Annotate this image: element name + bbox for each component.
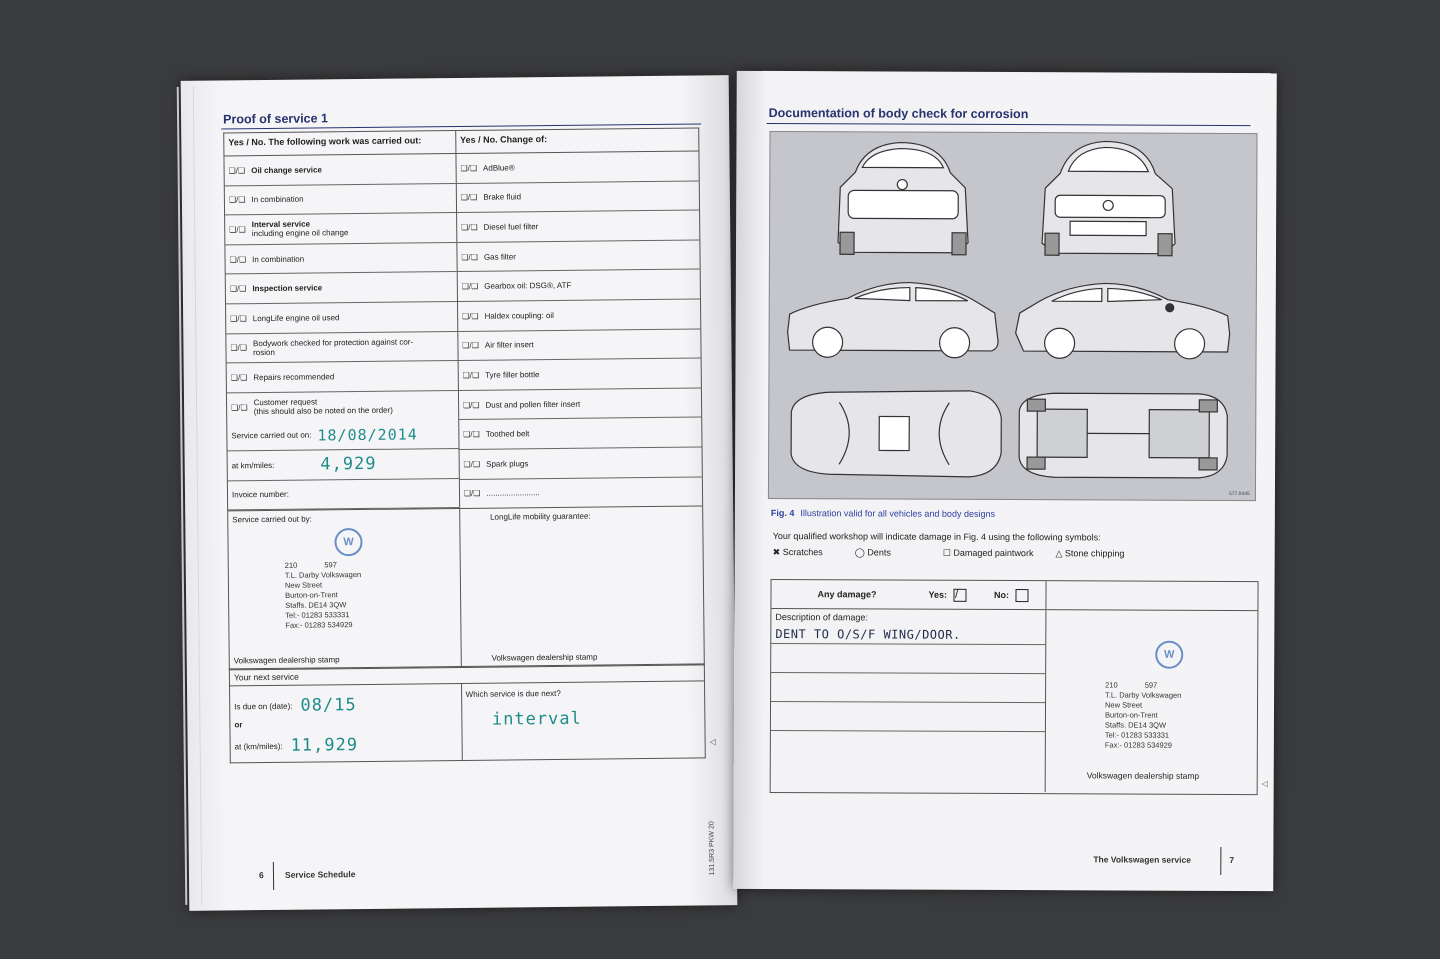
work-item-label: Inspection service xyxy=(252,283,323,294)
change-item-row xyxy=(458,359,700,391)
change-item-row xyxy=(459,418,701,450)
yes-no-checkbox[interactable]: ❑/❑ xyxy=(229,254,247,264)
work-item-row xyxy=(226,272,457,304)
change-item-label: Spark plugs xyxy=(486,459,529,469)
yes-no-checkbox[interactable]: ❑/❑ xyxy=(462,370,480,380)
change-item-label: Gearbox oil: DSG®, ATF xyxy=(484,280,572,291)
longlife-box: LongLife mobility guarantee: Volkswagen dealership stamp xyxy=(460,506,704,668)
right-stamp-box xyxy=(1047,610,1256,793)
stamp-caption: Volkswagen dealership stamp xyxy=(1086,770,1200,781)
body-check-title: Documentation of body check for corrosion xyxy=(768,105,1029,122)
side-code: 131.5R3 PKW 20 xyxy=(708,821,717,876)
symbol-legend xyxy=(773,547,1125,560)
yes-no-checkbox[interactable]: ❑/❑ xyxy=(460,163,478,173)
change-item-row xyxy=(459,447,701,479)
yes-no-checkbox[interactable]: ❑/❑ xyxy=(462,341,479,351)
work-item-row xyxy=(226,332,457,364)
no-label: No: xyxy=(994,589,1010,601)
footer-page-number: 6 xyxy=(258,870,264,881)
vehicle-diagram-svg xyxy=(769,132,1257,500)
fig-caption-row xyxy=(771,508,995,519)
vw-logo-icon: W xyxy=(1155,641,1183,669)
work-item-row xyxy=(225,213,456,245)
yes-no-checkbox[interactable]: ❑/❑ xyxy=(463,459,481,469)
left-page xyxy=(181,75,738,911)
change-item-row xyxy=(457,181,699,213)
work-item-row xyxy=(224,154,455,186)
change-item-row xyxy=(458,329,700,361)
change-item-row xyxy=(457,211,699,243)
stamp-caption: Volkswagen dealership stamp xyxy=(233,655,340,666)
fig-caption: Illustration valid for all vehicles and body designs xyxy=(800,508,996,519)
change-rows xyxy=(456,151,702,508)
description-box xyxy=(771,609,1047,792)
next-service-table xyxy=(229,663,706,763)
change-item-label: Gas filter xyxy=(483,251,516,262)
work-item-label: LongLife engine oil used xyxy=(252,313,340,323)
any-damage-row xyxy=(771,580,1257,611)
car-side-left-icon xyxy=(788,282,999,358)
fig-code: 577.0445 xyxy=(1228,490,1250,498)
work-item-label: Repairs recommended xyxy=(253,372,335,383)
yes-no-checkbox[interactable]: ❑/❑ xyxy=(231,402,248,412)
work-item-row xyxy=(227,391,458,422)
footer-divider xyxy=(273,862,274,890)
symbol-stone-chipping: △ Stone chipping xyxy=(1055,548,1125,559)
work-item-label: Interval service including engine oil change xyxy=(251,220,349,239)
service-date-row: Service carried out on: 18/08/2014 xyxy=(227,419,458,451)
any-damage-label: Any damage? xyxy=(817,589,877,600)
footer-text: The Volkswagen service xyxy=(1093,854,1192,865)
no-checkbox[interactable] xyxy=(1015,589,1028,602)
carried-out-by-box: Service carried out by: W 210 597 T.L. Darby Volkswagen New Street Burton-on-Trent Staffs. DE14 3QW Tel:- 01283 533331 Fax:- 01283 534929 Volkswagen dealership stamp xyxy=(228,508,460,669)
work-item-label: In combination xyxy=(251,195,304,205)
symbol-dents: ◯ Dents xyxy=(854,547,891,558)
yes-no-checkbox[interactable]: ❑/❑ xyxy=(230,373,248,383)
yes-no-checkbox[interactable]: ❑/❑ xyxy=(462,400,480,410)
work-item-row xyxy=(226,302,457,334)
yes-label: Yes: xyxy=(928,589,948,600)
footer-page-number: 7 xyxy=(1229,854,1235,866)
km-value[interactable]: 4,929 xyxy=(320,454,377,475)
symbol-damaged-paintwork: ☐ Damaged paintwork xyxy=(942,547,1034,559)
yes-no-checkbox[interactable]: ❑/❑ xyxy=(228,195,246,205)
change-item-row xyxy=(456,151,698,183)
car-side-right-icon xyxy=(1016,283,1230,359)
yes-no-checkbox[interactable]: ❑/❑ xyxy=(463,429,480,440)
which-service-box: Which service is due next? interval xyxy=(461,681,705,761)
change-item-label: Brake fluid xyxy=(483,192,522,203)
yes-no-checkbox[interactable]: ❑/❑ xyxy=(230,313,247,324)
instruction-text: Your qualified workshop will indicate damage in Fig. 4 using the following symbols: xyxy=(772,530,1101,543)
invoice-row: Invoice number: xyxy=(228,479,459,511)
change-item-label: Dust and pollen filter insert xyxy=(485,399,581,410)
proof-of-service-title: Proof of service 1 xyxy=(223,111,329,127)
car-rear-view-icon xyxy=(838,142,968,255)
service-date-value[interactable]: 18/08/2014 xyxy=(317,425,418,445)
at-km-value[interactable]: 11,929 xyxy=(290,735,359,756)
continue-arrow-icon: ◁ xyxy=(709,737,716,747)
work-rows xyxy=(224,154,458,422)
description-label: Description of damage: xyxy=(775,611,868,623)
change-item-row xyxy=(457,240,699,272)
work-column xyxy=(224,131,461,671)
right-page xyxy=(733,71,1277,891)
which-service-value[interactable]: interval xyxy=(491,708,582,730)
yes-no-checkbox[interactable]: ❑/❑ xyxy=(461,252,478,262)
work-item-row xyxy=(227,361,458,393)
yes-no-checkbox[interactable]: ❑/❑ xyxy=(230,343,248,353)
fig-label: Fig. 4 xyxy=(770,507,795,519)
title-rule xyxy=(767,123,1251,126)
continue-arrow-icon: ◁ xyxy=(1261,779,1268,789)
work-column-header: Yes / No. The following work was carried out: xyxy=(224,131,455,156)
yes-no-checkbox[interactable]: ❑/❑ xyxy=(229,225,246,235)
yes-no-checkbox[interactable]: ❑/❑ xyxy=(228,166,246,176)
change-column-header: Yes / No. Change of: xyxy=(456,128,698,154)
stamp-caption-2: Volkswagen dealership stamp xyxy=(491,652,598,663)
work-item-row xyxy=(225,243,456,275)
service-table xyxy=(223,127,705,670)
car-front-view-icon xyxy=(1042,141,1175,256)
km-row: at km/miles: 4,929 xyxy=(228,449,459,481)
change-item-label: Haldex coupling: oil xyxy=(484,310,554,321)
yes-checkbox[interactable]: / xyxy=(953,588,966,601)
change-item-row xyxy=(458,270,700,302)
symbol-scratches: ✖ Scratches xyxy=(772,546,823,558)
work-item-label: Bodywork checked for protection against cor- rosion xyxy=(252,337,414,358)
next-service-header: Your next service xyxy=(229,664,704,686)
yes-no-checkbox[interactable]: ❑/❑ xyxy=(461,311,479,321)
change-item-label: ........................ xyxy=(486,488,540,499)
work-item-row xyxy=(225,184,456,216)
yes-no-checkbox[interactable]: ❑/❑ xyxy=(460,193,478,203)
dealer-stamp: 210 597 T.L. Darby Volkswagen New Street Burton-on-Trent Staffs. DE14 3QW Tel:- 01283 533331 Fax:- 01283 534929 xyxy=(284,560,362,630)
work-item-label: In combination xyxy=(252,254,305,264)
car-top-view-icon xyxy=(791,390,1001,477)
change-column xyxy=(456,128,705,668)
change-item-label: Air filter insert xyxy=(484,340,534,351)
vehicle-diagram[interactable] xyxy=(768,131,1258,501)
yes-no-checkbox[interactable]: ❑/❑ xyxy=(229,284,247,294)
dealer-stamp: 210 597 T.L. Darby Volkswagen New Street Burton-on-Trent Staffs. DE14 3QW Tel:- 01283 533331 Fax:- 01283 534929 xyxy=(1104,680,1182,750)
footer-text: Service Schedule xyxy=(284,869,356,880)
yes-no-checkbox[interactable]: ❑/❑ xyxy=(463,489,481,499)
vw-logo-icon: W xyxy=(334,528,362,556)
description-value[interactable]: DENT TO O/S/F WING/DOOR. xyxy=(775,626,961,642)
change-item-label: Toothed belt xyxy=(485,429,530,439)
change-item-row xyxy=(459,388,701,420)
change-item-label: AdBlue® xyxy=(482,163,515,173)
change-item-row xyxy=(460,477,702,508)
yes-no-checkbox[interactable]: ❑/❑ xyxy=(461,281,479,292)
work-item-label: Oil change service xyxy=(251,165,322,175)
car-underside-icon xyxy=(1019,393,1227,478)
work-item-label: Customer request (this should also be noted on the order) xyxy=(253,397,393,417)
damage-form xyxy=(770,579,1259,795)
footer-divider xyxy=(1220,847,1221,875)
yes-no-checkbox[interactable]: ❑/❑ xyxy=(461,222,478,232)
page-edge xyxy=(177,87,203,905)
due-on-value[interactable]: 08/15 xyxy=(300,695,357,716)
change-item-label: Diesel fuel filter xyxy=(483,222,539,232)
change-item-label: Tyre filler bottle xyxy=(485,370,540,380)
due-box: Is due on (date): 08/15 or at (km/miles): 11,929 xyxy=(230,683,462,762)
change-item-row xyxy=(458,299,700,331)
